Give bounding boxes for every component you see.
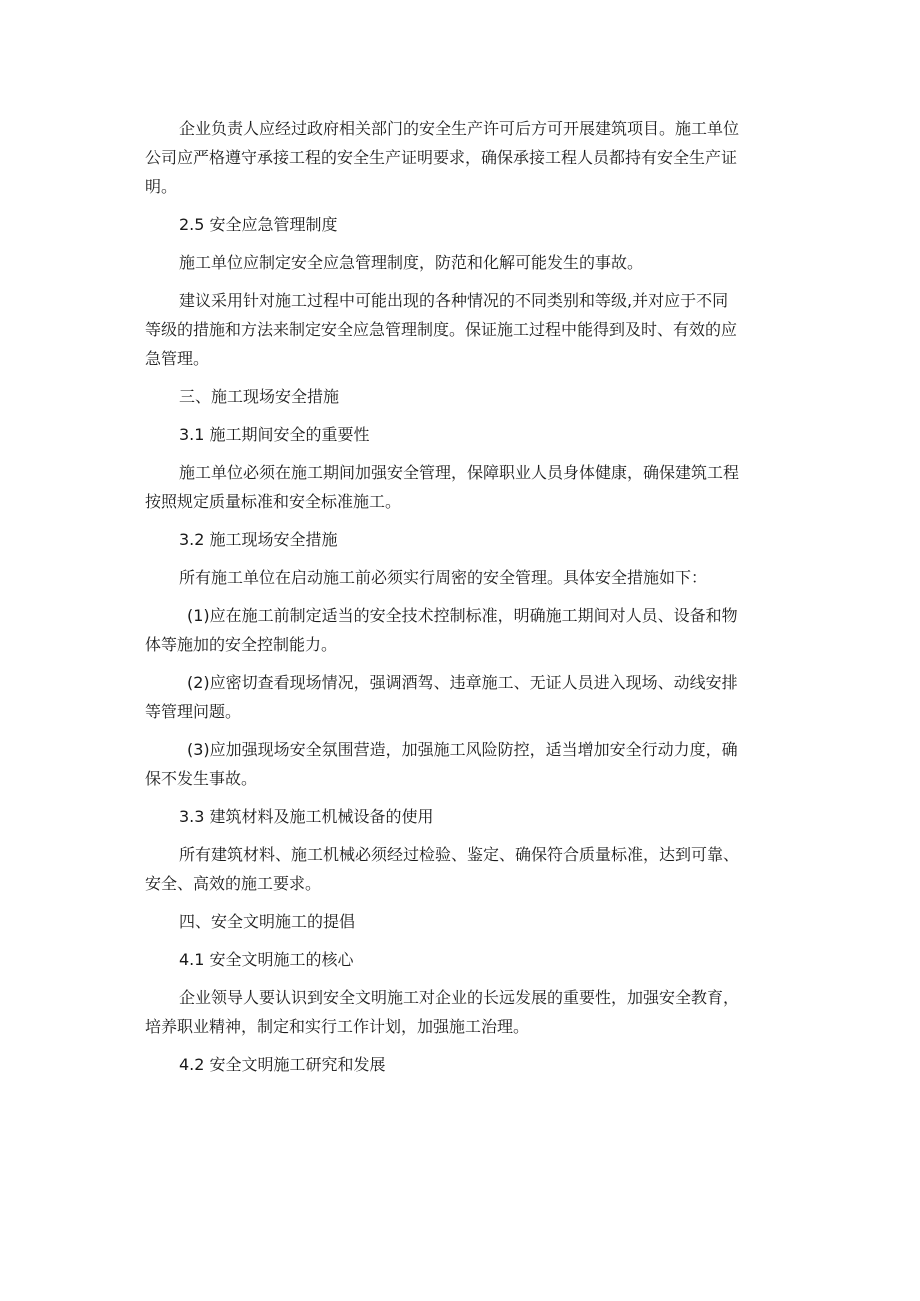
list-item (145, 735, 785, 793)
paragraph (145, 248, 785, 277)
heading-text: 3.2 施工现场安全措施 (179, 530, 338, 549)
text-line: 明。 (145, 177, 178, 196)
text-line: 保不发生事故。 (145, 769, 258, 788)
text-line: (1)应在施工前制定适当的安全技术控制标准，明确施工期间对人员、设备和物 (187, 606, 738, 625)
text-line: 企业负责人应经过政府相关部门的安全生产许可后方可开展建筑项目。施工单位 (179, 119, 740, 138)
heading-text: 四、安全文明施工的提倡 (179, 912, 356, 931)
text-line: 安全、高效的施工要求。 (145, 874, 322, 893)
heading-text: 3.3 建筑材料及施工机械设备的使用 (179, 807, 434, 826)
paragraph (145, 458, 785, 516)
text-line: 施工单位必须在施工期间加强安全管理，保障职业人员身体健康，确保建筑工程 (179, 463, 740, 482)
list-item (145, 601, 785, 659)
text-line: 所有建筑材料、施工机械必须经过检验、鉴定、确保符合质量标准，达到可靠、 (179, 845, 740, 864)
text-line: 等管理问题。 (145, 702, 242, 721)
text-line: 等级的措施和方法来制定安全应急管理制度。保证施工过程中能得到及时、有效的应 (145, 320, 738, 339)
paragraph (145, 114, 785, 201)
text-line: 企业领导人要认识到安全文明施工对企业的长远发展的重要性，加强安全教育， (179, 988, 740, 1007)
section-heading (145, 945, 785, 974)
text-line: 按照规定质量标准和安全标准施工。 (145, 492, 402, 511)
section-heading (145, 382, 785, 411)
paragraph (145, 563, 785, 592)
text-line: (3)应加强现场安全氛围营造，加强施工风险防控，适当增加安全行动力度，确 (187, 740, 738, 759)
text-line: 培养职业精神，制定和实行工作计划，加强施工治理。 (145, 1017, 530, 1036)
text-line: 所有施工单位在启动施工前必须实行周密的安全管理。具体安全措施如下： (179, 568, 708, 587)
paragraph (145, 286, 785, 373)
section-heading (145, 1050, 785, 1079)
document-body (145, 114, 785, 1079)
heading-text: 4.1 安全文明施工的核心 (179, 950, 354, 969)
heading-text: 三、施工现场安全措施 (179, 387, 340, 406)
heading-text: 3.1 施工期间安全的重要性 (179, 425, 370, 444)
section-heading (145, 210, 785, 239)
section-heading (145, 907, 785, 936)
text-line: (2)应密切查看现场情况，强调酒驾、违章施工、无证人员进入现场、动线安排 (187, 673, 738, 692)
text-line: 施工单位应制定安全应急管理制度，防范和化解可能发生的事故。 (179, 253, 644, 272)
paragraph (145, 840, 785, 898)
text-line: 建议采用针对施工过程中可能出现的各种情况的不同类别和等级,并对应于不同 (179, 291, 729, 310)
heading-text: 2.5 安全应急管理制度 (179, 215, 338, 234)
section-heading (145, 802, 785, 831)
text-line: 体等施加的安全控制能力。 (145, 635, 338, 654)
text-line: 公司应严格遵守承接工程的安全生产证明要求，确保承接工程人员都持有安全生产证 (145, 148, 738, 167)
text-line: 急管理。 (145, 349, 210, 368)
section-heading (145, 420, 785, 449)
heading-text: 4.2 安全文明施工研究和发展 (179, 1055, 386, 1074)
list-item (145, 668, 785, 726)
section-heading (145, 525, 785, 554)
paragraph (145, 983, 785, 1041)
